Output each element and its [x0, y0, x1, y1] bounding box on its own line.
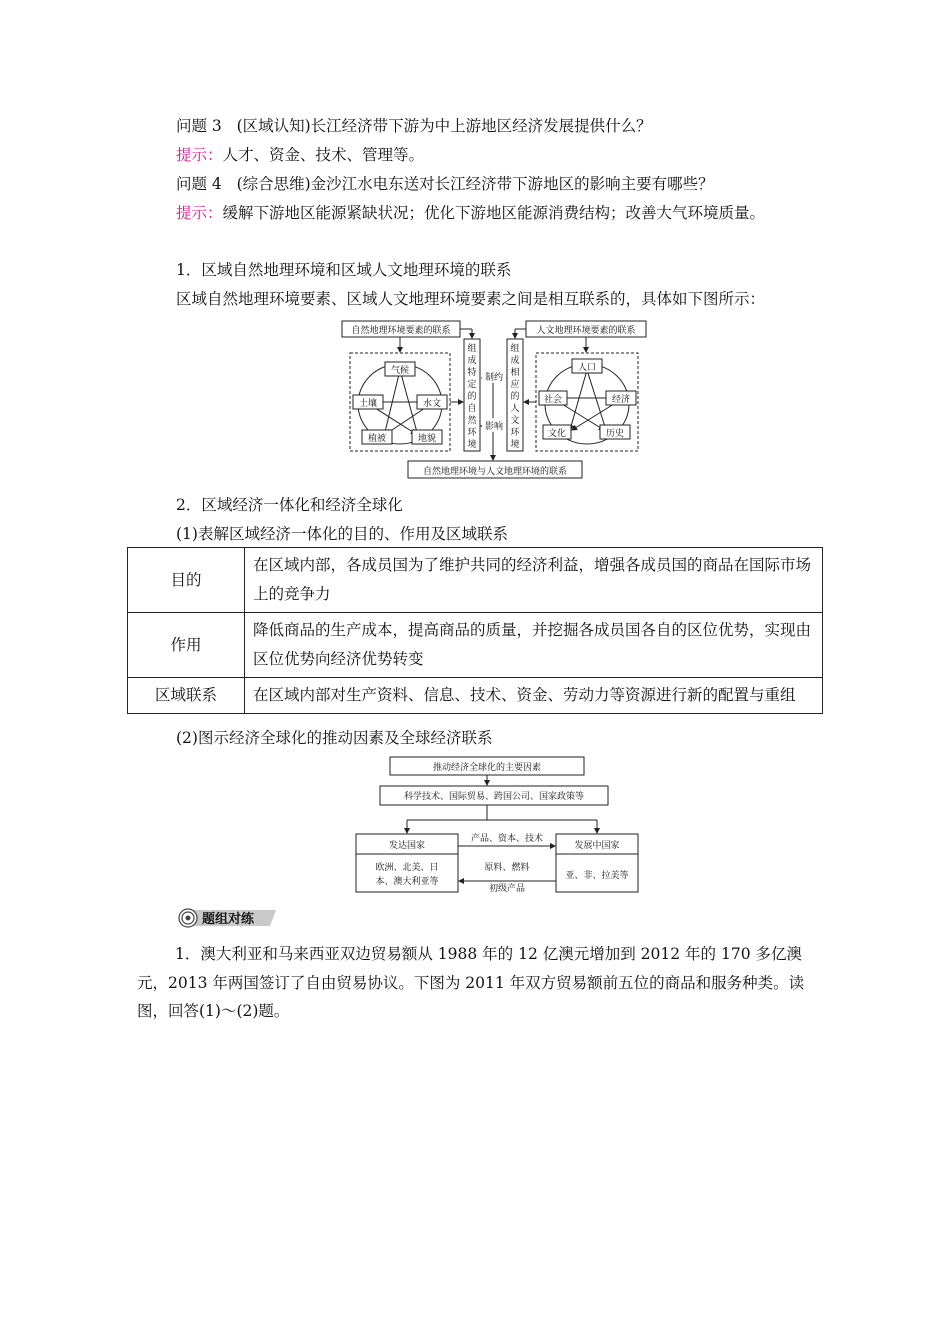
node-hydrology: 水文 — [422, 399, 442, 409]
label-influence: 影响 — [484, 422, 504, 432]
hint-3-text: 人才、资金、技术、管理等。 — [222, 146, 425, 164]
svg-text:境: 境 — [467, 440, 477, 450]
table-value: 在区域内部，各成员国为了维护共同的经济利益，增强各成员国的商品在国际市场上的竞争力 — [245, 548, 823, 613]
hint-4-label: 提示： — [176, 204, 223, 222]
svg-text:相: 相 — [510, 368, 520, 378]
section-2-sub1: (1)表解区域经济一体化的目的、作用及区域联系 — [176, 525, 508, 543]
flow-to-developed-1: 原料、燃料 — [484, 863, 530, 873]
svg-text:环: 环 — [510, 428, 520, 438]
svg-text:组: 组 — [467, 344, 477, 354]
svg-text:定: 定 — [467, 380, 477, 390]
table-row — [128, 613, 823, 678]
section-2-title: 2．区域经济一体化和经济全球化 — [176, 496, 403, 514]
svg-text:的: 的 — [510, 392, 520, 402]
globalization-top: 推动经济全球化的主要因素 — [432, 763, 542, 773]
node-population: 人口 — [577, 363, 597, 373]
left-vertical-label — [467, 343, 477, 450]
question-3 — [176, 116, 652, 136]
svg-text:人: 人 — [510, 404, 520, 414]
node-soil: 土壤 — [358, 399, 378, 409]
practice-badge — [176, 906, 281, 930]
hint-4-text: 缓解下游地区能源紧缺状况；优化下游地区能源消费结构；改善大气环境质量。 — [222, 204, 766, 222]
table-row — [128, 678, 823, 714]
flow-to-developed-2: 初级产品 — [488, 884, 526, 894]
node-landform: 地貌 — [417, 434, 437, 444]
hint-3 — [176, 145, 424, 165]
node-society: 社会 — [543, 395, 563, 405]
practice-badge-label: 题组对练 — [202, 912, 255, 927]
node-climate: 气候 — [390, 366, 410, 376]
question-4-text: (综合思维)金沙江水电东送对长江经济带下游地区的影响主要有哪些？ — [236, 175, 714, 193]
question-4-label: 问题 4 — [176, 175, 222, 193]
developed-list-2: 本、澳大利亚等 — [375, 877, 439, 887]
table-row — [128, 548, 823, 613]
table-key: 区域联系 — [128, 678, 245, 714]
svg-text:自: 自 — [467, 404, 477, 414]
section-2-sub2: (2)图示经济全球化的推动因素及全球经济联系 — [176, 729, 493, 747]
svg-text:成: 成 — [510, 356, 520, 366]
human-header: 人文地理环境要素的联系 — [536, 326, 636, 336]
flow-to-developing: 产品、资本、技术 — [470, 834, 544, 844]
svg-text:应: 应 — [510, 380, 520, 390]
question-4 — [176, 174, 714, 194]
svg-text:成: 成 — [467, 356, 477, 366]
node-economy: 经济 — [611, 395, 631, 405]
geo-environment-diagram — [340, 318, 650, 482]
natural-header: 自然地理环境要素的联系 — [351, 326, 451, 336]
hint-3-label: 提示： — [176, 146, 223, 164]
label-constrain: 制约 — [484, 373, 504, 383]
question-1-text: 1．澳大利亚和马来西亚双边贸易额从 1988 年的 12 亿澳元增加到 2012 年的 170 多亿澳元，2013 年两国签订了自由贸易协议。下图为 2011 年双方贸易额前五位的商品和服务种类。读图，回答(1)～(2)题。 — [137, 945, 805, 1020]
question-3-label: 问题 3 — [176, 117, 222, 135]
svg-text:环: 环 — [467, 428, 477, 438]
node-vegetation: 植被 — [367, 434, 387, 444]
svg-text:组: 组 — [510, 344, 520, 354]
section-1-title: 1．区域自然地理环境和区域人文地理环境的联系 — [176, 261, 512, 279]
table-value: 在区域内部对生产资料、信息、技术、资金、劳动力等资源进行新的配置与重组 — [245, 678, 823, 714]
bottom-label: 自然地理环境与人文地理环境的联系 — [422, 467, 568, 477]
integration-table — [127, 547, 823, 714]
svg-text:特: 特 — [467, 368, 477, 378]
svg-text:文: 文 — [510, 416, 520, 426]
svg-text:然: 然 — [467, 416, 477, 426]
question-3-text: (区域认知)长江经济带下游为中上游地区经济发展提供什么？ — [236, 117, 652, 135]
developing-title: 发展中国家 — [574, 841, 620, 851]
section-1-desc: 区域自然地理环境要素、区域人文地理环境要素之间是相互联系的，具体如下图所示： — [176, 290, 766, 308]
developing-list: 亚、非、拉美等 — [565, 871, 629, 881]
table-key: 作用 — [128, 613, 245, 678]
developed-title: 发达国家 — [388, 841, 426, 851]
svg-text:的: 的 — [467, 392, 477, 402]
table-value: 降低商品的生产成本，提高商品的质量，并挖掘各成员国各自的区位优势，实现由区位优势向经济优势转变 — [245, 613, 823, 678]
globalization-factors: 科学技术、国际贸易、跨国公司、国家政策等 — [403, 792, 585, 802]
right-vertical-label — [510, 343, 520, 450]
hint-4 — [176, 203, 765, 223]
node-history: 历史 — [605, 429, 625, 439]
developed-list-1: 欧洲、北美、日 — [375, 863, 439, 873]
globalization-diagram — [352, 754, 642, 896]
node-culture: 文化 — [547, 429, 567, 439]
svg-text:境: 境 — [510, 440, 520, 450]
table-key: 目的 — [128, 548, 245, 613]
